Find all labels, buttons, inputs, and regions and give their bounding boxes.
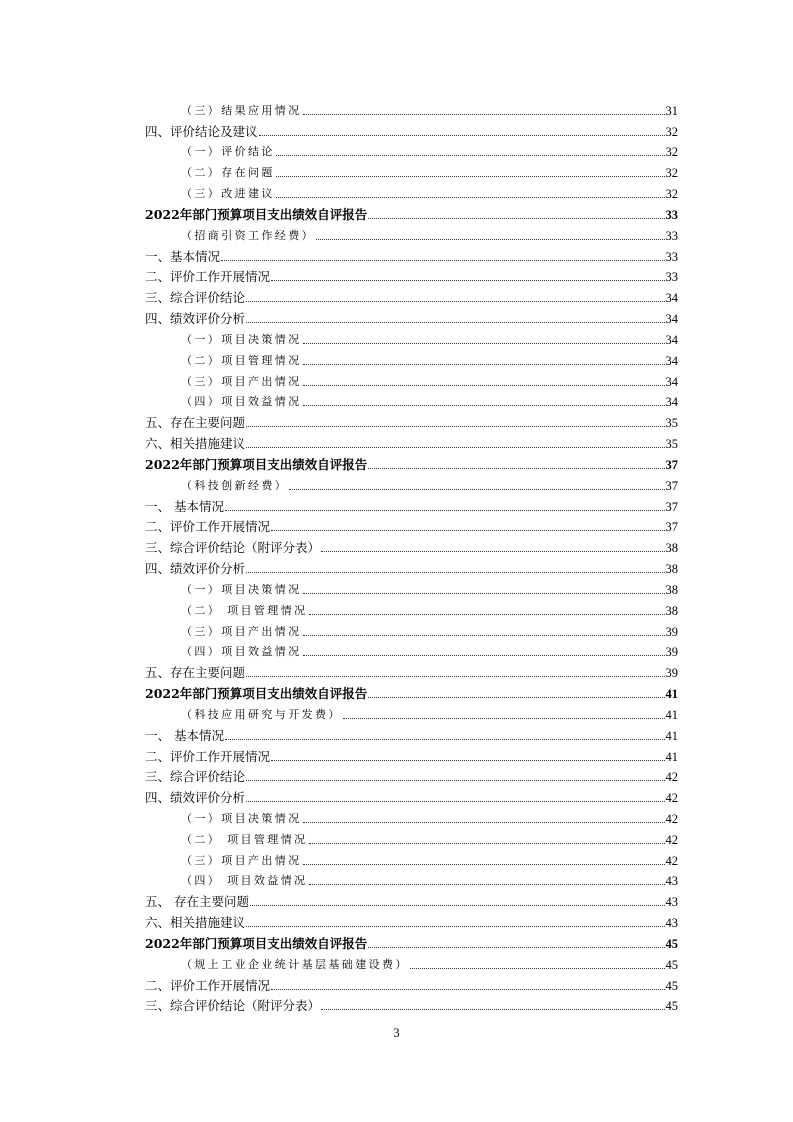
dot-leader: [303, 364, 665, 365]
toc-entry-title: （四） 项目效益情况: [181, 874, 308, 888]
toc-entry-page: 32: [665, 166, 678, 181]
toc-entry[interactable]: [145, 639, 678, 660]
dot-leader: [309, 843, 665, 844]
toc-entry-title: 四、绩效评价分析: [145, 311, 246, 327]
toc-entry-title: （科技创新经费）: [181, 478, 289, 492]
toc-entry-page: 45: [665, 978, 678, 993]
toc-entry[interactable]: [145, 389, 678, 410]
dot-leader: [246, 572, 664, 573]
toc-entry-page: 34: [665, 332, 678, 347]
table-of-contents: [145, 97, 678, 1013]
toc-entry[interactable]: [145, 784, 678, 805]
toc-entry-page: 35: [665, 416, 678, 431]
dot-leader: [368, 697, 664, 698]
toc-entry[interactable]: [145, 284, 678, 305]
toc-entry-page: 42: [665, 770, 678, 785]
toc-entry[interactable]: [145, 264, 678, 285]
toc-entry[interactable]: [145, 576, 678, 597]
dot-leader: [309, 884, 665, 885]
toc-entry[interactable]: [145, 534, 678, 555]
toc-entry-title: 一、 基本情况: [145, 727, 224, 743]
dot-leader: [276, 176, 665, 177]
toc-entry-page: 38: [665, 562, 678, 577]
toc-entry-page: 38: [665, 603, 678, 618]
dot-leader: [271, 530, 664, 531]
toc-entry-page: 39: [665, 666, 678, 681]
toc-entry-title: 2022年部门预算项目支出绩效自评报告: [145, 456, 368, 472]
toc-entry-title: 六、相关措施建议: [145, 915, 246, 931]
toc-entry-page: 33: [665, 228, 678, 243]
dot-leader: [246, 780, 664, 781]
dot-leader: [246, 322, 664, 323]
toc-entry-page: 45: [665, 936, 678, 951]
toc-entry-title: （三）项目产出情况: [181, 624, 302, 638]
dot-leader: [368, 468, 664, 469]
toc-entry-page: 37: [665, 457, 678, 472]
toc-entry-page: 34: [665, 312, 678, 327]
dot-leader: [276, 197, 665, 198]
toc-entry[interactable]: [145, 951, 678, 972]
dot-leader: [276, 155, 665, 156]
toc-entry-page: 41: [665, 749, 678, 764]
toc-entry-title: （一）评价结论: [181, 145, 275, 159]
toc-entry-title: （科技应用研究与开发费）: [181, 707, 342, 721]
dot-leader: [246, 926, 664, 927]
toc-entry-page: 39: [665, 624, 678, 639]
toc-entry[interactable]: [145, 743, 678, 764]
dot-leader: [271, 280, 664, 281]
toc-entry-page: 38: [665, 541, 678, 556]
toc-entry[interactable]: [145, 97, 678, 118]
toc-entry[interactable]: [145, 701, 678, 722]
dot-leader: [246, 301, 664, 302]
toc-entry-title: 三、综合评价结论: [145, 290, 246, 306]
toc-entry[interactable]: [145, 722, 678, 743]
dot-leader: [368, 947, 664, 948]
toc-entry[interactable]: [145, 326, 678, 347]
dot-leader: [271, 760, 664, 761]
dot-leader: [246, 426, 664, 427]
dot-leader: [246, 801, 664, 802]
dot-leader: [321, 1009, 664, 1010]
toc-entry[interactable]: [145, 118, 678, 139]
toc-entry-title: 二、评价工作开展情况: [145, 519, 271, 535]
toc-entry-title: （一）项目决策情况: [181, 332, 302, 346]
toc-entry-title: （三）项目产出情况: [181, 374, 302, 388]
dot-leader: [343, 718, 665, 719]
toc-entry-page: 42: [665, 811, 678, 826]
dot-leader: [303, 114, 665, 115]
toc-entry-title: （规上工业企业统计基层基础建设费）: [181, 957, 409, 971]
toc-entry-title: 五、存在主要问题: [145, 665, 246, 681]
dot-leader: [303, 593, 665, 594]
toc-entry-page: 37: [665, 478, 678, 493]
toc-entry-page: 31: [665, 103, 678, 118]
dot-leader: [303, 343, 665, 344]
toc-entry-page: 35: [665, 437, 678, 452]
toc-entry-title: （一）项目决策情况: [181, 582, 302, 596]
toc-entry-title: （一）项目决策情况: [181, 811, 302, 825]
dot-leader: [303, 385, 665, 386]
toc-entry[interactable]: [145, 139, 678, 160]
toc-entry-title: 二、评价工作开展情况: [145, 977, 271, 993]
dot-leader: [303, 822, 665, 823]
toc-entry-title: 2022年部门预算项目支出绩效自评报告: [145, 686, 368, 702]
toc-entry[interactable]: [145, 847, 678, 868]
toc-entry-title: 2022年部门预算项目支出绩效自评报告: [145, 935, 368, 951]
dot-leader: [225, 510, 665, 511]
toc-entry[interactable]: [145, 430, 678, 451]
toc-entry[interactable]: [145, 972, 678, 993]
toc-entry-title: 五、存在主要问题: [145, 415, 246, 431]
toc-entry-title: （三）项目产出情况: [181, 853, 302, 867]
dot-leader: [321, 551, 664, 552]
toc-entry-page: 41: [665, 687, 678, 702]
toc-entry[interactable]: [145, 180, 678, 201]
toc-entry-title: 一、 基本情况: [145, 498, 224, 514]
toc-entry[interactable]: [145, 368, 678, 389]
toc-entry[interactable]: [145, 764, 678, 785]
toc-entry-title: （二）存在问题: [181, 166, 275, 180]
toc-entry-page: 45: [665, 957, 678, 972]
toc-entry-title: （四）项目效益情况: [181, 395, 302, 409]
dot-leader: [368, 218, 664, 219]
dot-leader: [410, 968, 665, 969]
dot-leader: [250, 905, 665, 906]
page-number: 3: [393, 1026, 400, 1040]
toc-entry-title: （招商引资工作经费）: [181, 228, 315, 242]
toc-entry[interactable]: [145, 409, 678, 430]
toc-entry[interactable]: [145, 868, 678, 889]
dot-leader: [289, 489, 664, 490]
toc-entry-page: 32: [665, 187, 678, 202]
dot-leader: [221, 260, 664, 261]
toc-entry-title: 四、绩效评价分析: [145, 561, 246, 577]
toc-entry[interactable]: [145, 201, 678, 222]
toc-entry-page: 43: [665, 895, 678, 910]
toc-entry[interactable]: [145, 909, 678, 930]
toc-entry-title: 二、评价工作开展情况: [145, 748, 271, 764]
dot-leader: [246, 676, 664, 677]
dot-leader: [303, 405, 665, 406]
toc-entry[interactable]: [145, 347, 678, 368]
toc-entry-title: 三、综合评价结论: [145, 769, 246, 785]
toc-entry-page: 38: [665, 582, 678, 597]
toc-entry[interactable]: [145, 472, 678, 493]
toc-entry-page: 45: [665, 999, 678, 1014]
dot-leader: [303, 655, 665, 656]
toc-entry[interactable]: [145, 451, 678, 472]
toc-entry-page: 34: [665, 395, 678, 410]
toc-entry-page: 34: [665, 291, 678, 306]
dot-leader: [259, 135, 665, 136]
toc-entry-page: 33: [665, 249, 678, 264]
toc-entry-page: 42: [665, 853, 678, 868]
toc-entry-page: 43: [665, 916, 678, 931]
dot-leader: [309, 614, 665, 615]
toc-entry-page: 42: [665, 832, 678, 847]
toc-entry-title: 五、 存在主要问题: [145, 894, 249, 910]
toc-entry[interactable]: [145, 826, 678, 847]
toc-entry-page: 39: [665, 645, 678, 660]
toc-entry-page: 33: [665, 270, 678, 285]
dot-leader: [225, 739, 665, 740]
toc-entry-title: （三）结果应用情况: [181, 103, 302, 117]
toc-entry[interactable]: [145, 930, 678, 951]
dot-leader: [316, 239, 665, 240]
toc-entry-page: 43: [665, 874, 678, 889]
toc-entry-title: 四、绩效评价分析: [145, 790, 246, 806]
toc-entry[interactable]: [145, 493, 678, 514]
toc-entry-title: 三、综合评价结论（附评分表）: [145, 998, 321, 1014]
toc-entry[interactable]: [145, 597, 678, 618]
toc-entry[interactable]: [145, 555, 678, 576]
toc-entry-title: （二）项目管理情况: [181, 353, 302, 367]
toc-entry-title: 六、相关措施建议: [145, 436, 246, 452]
toc-entry-page: 37: [665, 499, 678, 514]
toc-entry-page: 34: [665, 353, 678, 368]
toc-entry[interactable]: [145, 514, 678, 535]
dot-leader: [246, 447, 664, 448]
dot-leader: [303, 864, 665, 865]
dot-leader: [271, 989, 664, 990]
toc-entry-title: 2022年部门预算项目支出绩效自评报告: [145, 206, 368, 222]
toc-entry-page: 32: [665, 145, 678, 160]
toc-entry[interactable]: [145, 243, 678, 264]
toc-entry[interactable]: [145, 805, 678, 826]
toc-entry-page: 42: [665, 791, 678, 806]
toc-entry-page: 37: [665, 520, 678, 535]
toc-entry[interactable]: [145, 993, 678, 1014]
toc-entry[interactable]: [145, 222, 678, 243]
toc-entry-page: 33: [665, 207, 678, 222]
toc-entry-page: 41: [665, 707, 678, 722]
toc-entry-title: 四、评价结论及建议: [145, 123, 258, 139]
toc-entry-page: 34: [665, 374, 678, 389]
toc-entry-page: 32: [665, 124, 678, 139]
toc-entry-title: 二、评价工作开展情况: [145, 269, 271, 285]
toc-entry[interactable]: [145, 618, 678, 639]
toc-entry-title: （二） 项目管理情况: [181, 832, 308, 846]
toc-entry[interactable]: [145, 680, 678, 701]
toc-entry[interactable]: [145, 659, 678, 680]
toc-entry-title: 三、综合评价结论（附评分表）: [145, 540, 321, 556]
toc-entry-title: （四）项目效益情况: [181, 645, 302, 659]
toc-entry[interactable]: [145, 888, 678, 909]
toc-entry[interactable]: [145, 305, 678, 326]
toc-entry[interactable]: [145, 159, 678, 180]
toc-entry-title: （三）改进建议: [181, 187, 275, 201]
toc-entry-page: 41: [665, 728, 678, 743]
toc-entry-title: 一、基本情况: [145, 248, 221, 264]
dot-leader: [303, 635, 665, 636]
toc-entry-title: （二） 项目管理情况: [181, 603, 308, 617]
